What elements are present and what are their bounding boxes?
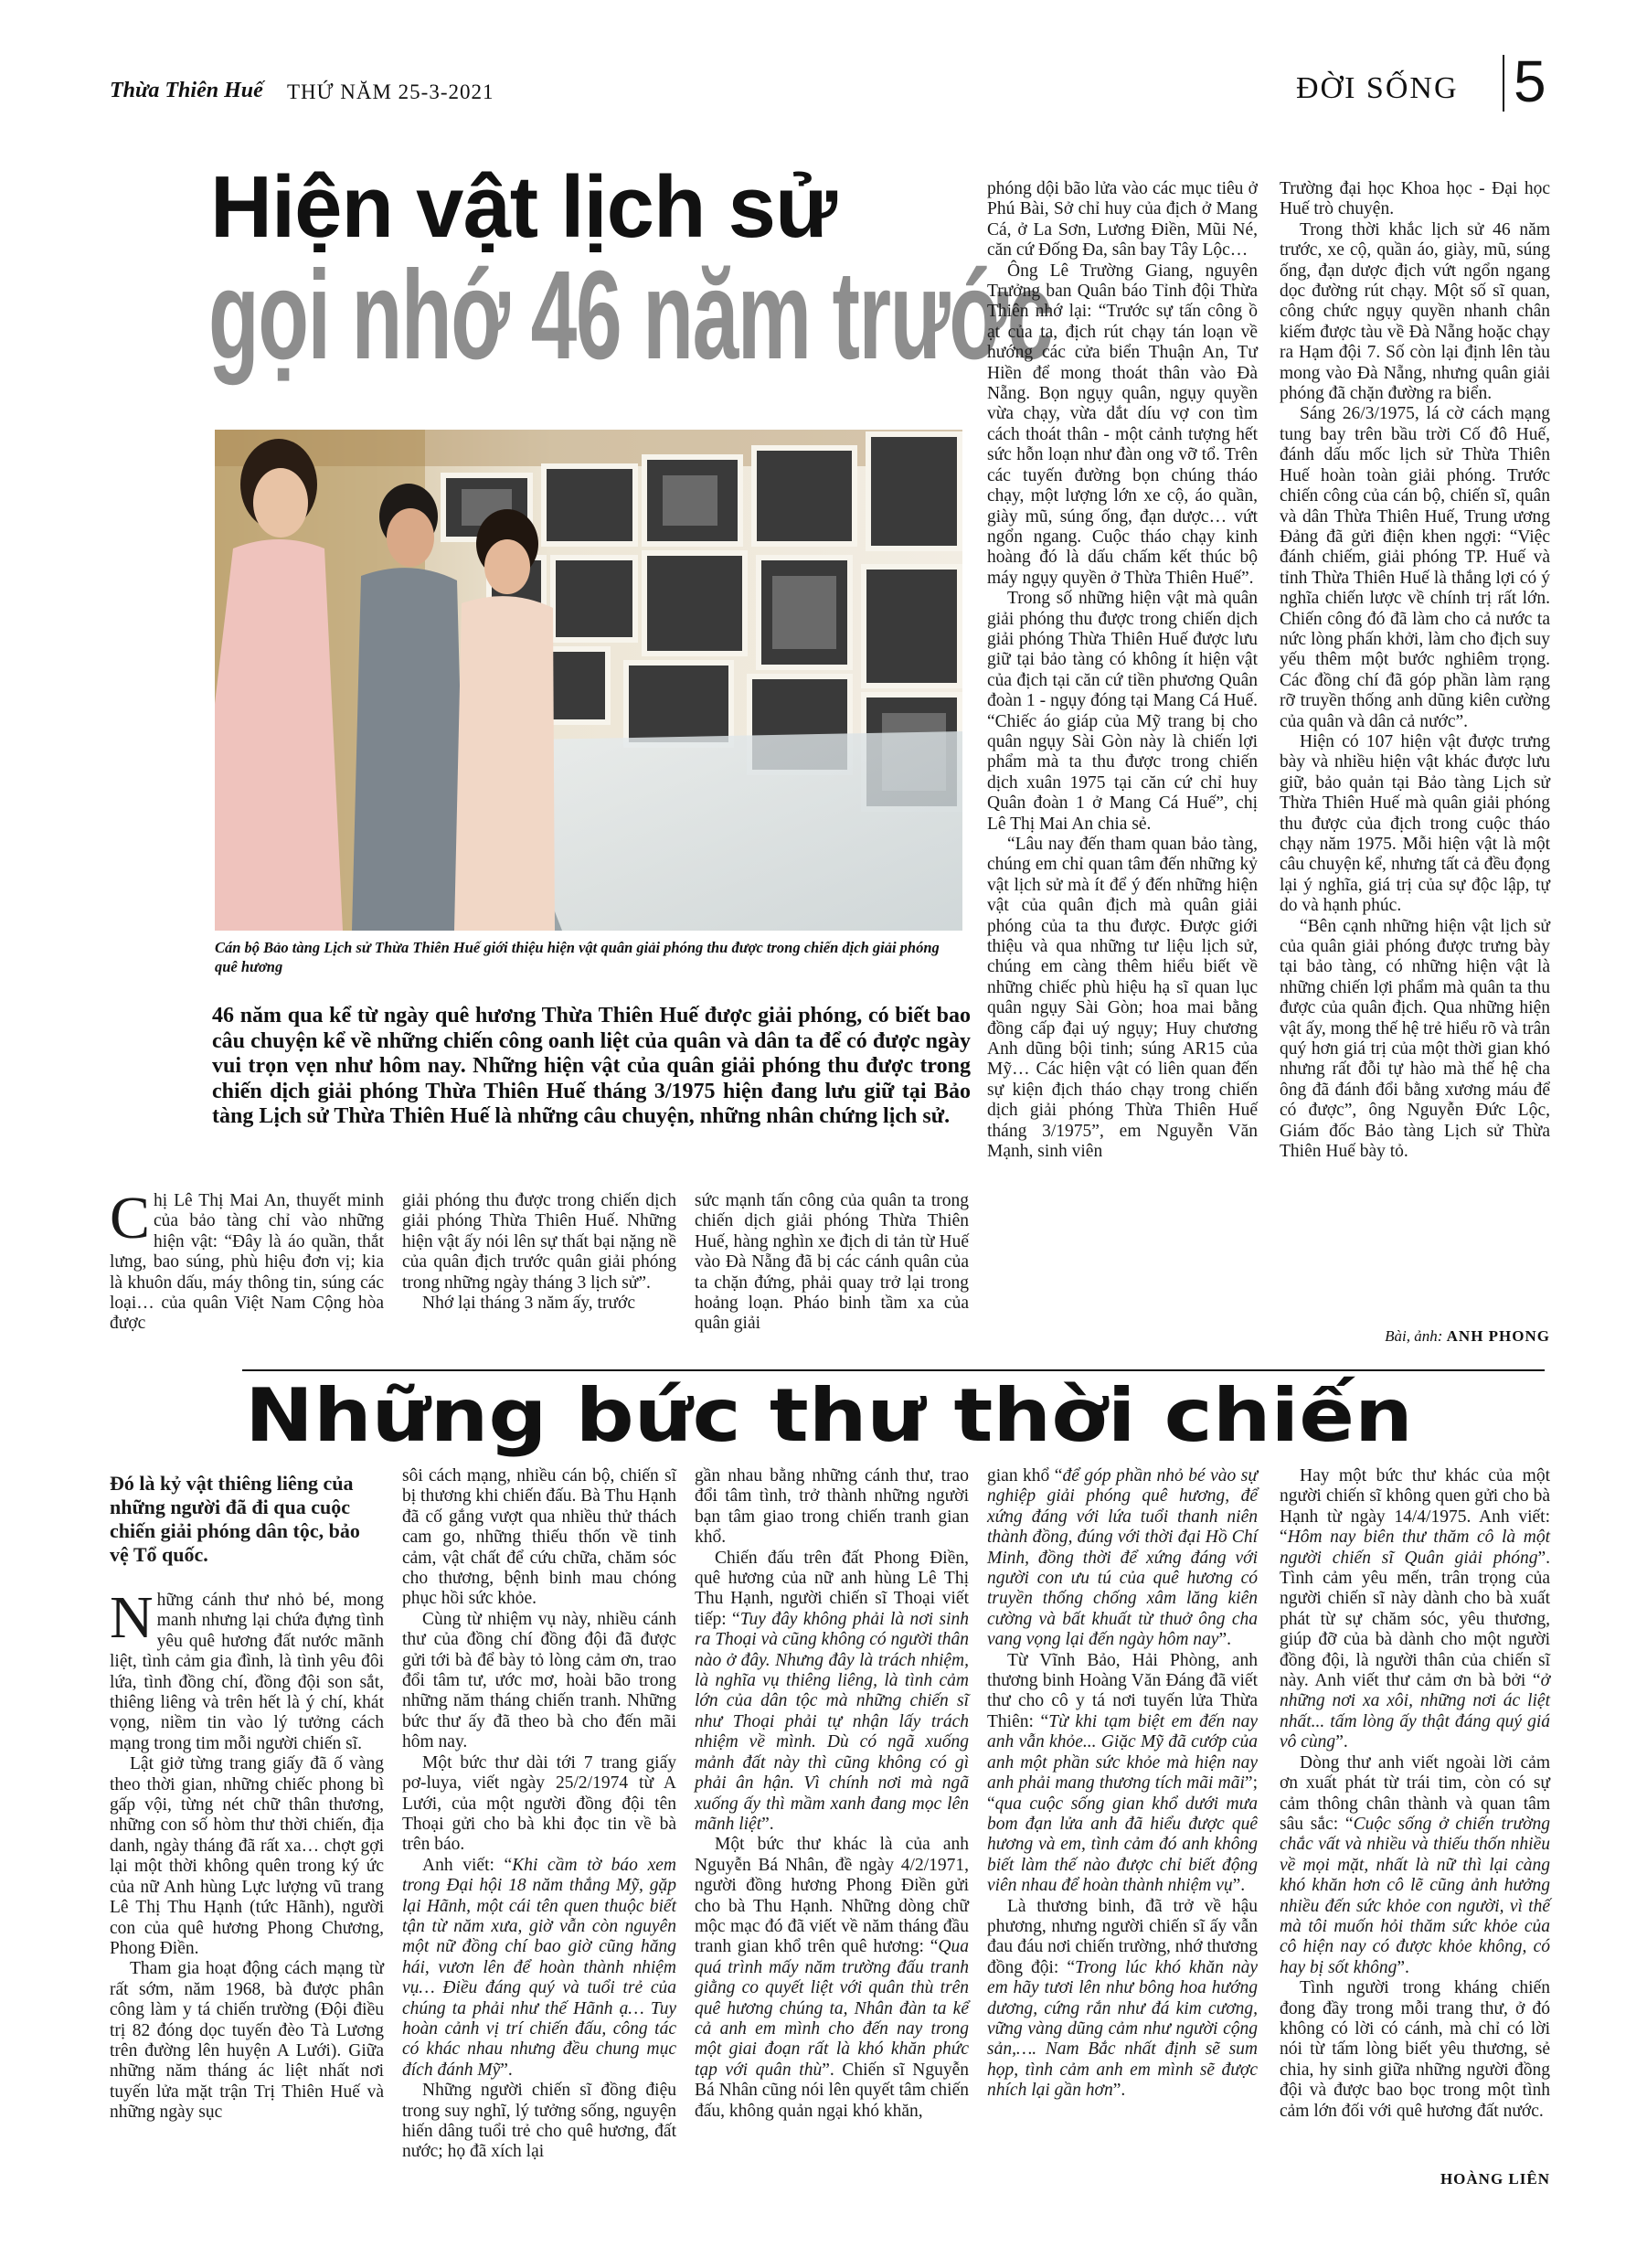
quote: Tuy đây không phải là nơi sinh ra Thoại và cũng không có người thân nào ở đây. Nhưng đây là trách nhiệm, là nghĩa vụ thiêng liêng, là tình cảm lớn của dân tộc mà những chiến sĩ như Thoại phải tự nhận lấy trách nhiệm về mình. Dù có ngã xuống mảnh đất này thì cũng không có gì phải ân hận. Vì chính nơi mà ngã xuống ấy thì mầm xanh đang mọc lên mãnh liệt (695, 1609, 969, 1834)
page-number: 5 (1514, 48, 1546, 114)
paragraph: sôi cách mạng, nhiều cán bộ, chiến sĩ bị thương khi chiến đấu. Bà Thu Hạnh đã cố gắng vượt qua nhiều thử thách cam go, những thiếu thốn về tinh cảm, vật chất để cứu chữa, chăm sóc cho thương, bệnh binh mau chóng phục hồi sức khỏe. (402, 1466, 676, 1609)
newspaper-name: Thừa Thiên Huế (110, 79, 263, 102)
article2-sapo: Đó là kỷ vật thiêng liêng của những người đã đi qua cuộc chiến giải phóng dân tộc, bảo vệ Tổ quốc. (110, 1472, 360, 1566)
quote: ở những nơi xa xôi, những nơi ác liệt nhất... tấm lòng ấy thật đáng quý giá vô cùng (1280, 1671, 1550, 1752)
byline-label: Bài, ảnh: (1385, 1327, 1443, 1345)
text: ”. Tình cảm yêu mến, trân trọng của người chiến sĩ này dành cho bà xuất phát từ sự chăm sóc, yêu thương, giúp đỡ của bà dành cho một người đồng đội, là người thân của chiến sĩ này. Anh viết thư cảm ơn bà bởi “ (1280, 1548, 1550, 1691)
article1-title-line2: gọi nhớ 46 năm trước (208, 245, 1053, 386)
article1-photo (215, 430, 962, 931)
text: Chiến đấu trên đất Phong Điền, quê hương của nữ anh hùng Lê Thị Thu Hạnh, người chiến sĩ Thoại viết tiếp: “ (695, 1548, 969, 1629)
paragraph: Tham gia hoạt động cách mạng từ rất sớm, năm 1968, bà được phân công làm y tá chiến trường (Đội điều trị 82 đóng dọc tuyến đèo Tà Lương trên đường lên huyện A Lưới). Giữa những năm tháng ác liệt nhất nơi tuyến lửa mặt trận Trị Thiên Huế và những ngày sục (110, 1959, 384, 2123)
paragraph: hững cánh thư nhỏ bé, mong manh nhưng lại chứa đựng tình yêu quê hương đất nước mãnh liệt, tình cảm gia đình, là tình yêu đôi lứa, tình đồng chí, đồng đội son sắt, thiêng liêng và trên hết là ý chí, khát vọng, niềm tin vào lý tưởng cách mạng trong tim mỗi người chiến sĩ. (110, 1591, 384, 1753)
paragraph: Cùng từ nhiệm vụ này, nhiều cánh thư của đồng chí đồng đội đã được gửi tới bà để bày tỏ lòng cảm ơn, trao đổi tâm tư, ước mơ, hoài bão trong những năm tháng chiến tranh. Những bức thư ấy đã theo bà cho đến mãi hôm nay. (402, 1609, 676, 1752)
text: ”. (1232, 1876, 1246, 1896)
article-divider (242, 1369, 1545, 1371)
text: ”. (1112, 2081, 1126, 2101)
text: ”. Chiến sĩ Nguyễn Bá Nhân cũng nói lên quyết tâm chiến đấu, không quản ngại khó khăn, (695, 2060, 969, 2121)
paragraph: Trường đại học Khoa học - Đại học Huế trò chuyện. (1280, 179, 1550, 219)
article1-column-1 (110, 1185, 384, 1335)
paragraph (987, 1897, 1258, 2102)
paragraph: Một bức thư dài tới 7 trang giấy pơ-luya, viết ngày 25/2/1974 từ A Lưới, của một người đồng đội tên Thoại gửi cho bà khi đọc tin về bà trên báo. (402, 1752, 676, 1855)
article2-column-4 (987, 1466, 1258, 2102)
quote: Khi cầm tờ báo xem trong Đại hội 18 năm thắng Mỹ, gặp lại Hãnh, một cái tên quen thuộc biết tận từ năm xưa, giờ vẫn còn nguyên một nữ đồng chí bao giờ cũng hăng hái, vươn lên để hoàn thành nhiệm vụ… Điều đáng quý và tuổi trẻ của chúng ta phải như thế Hãnh ạ… Tuy hoàn cảnh vị trí chiến đấu, công tác có khác nhau nhưng đều chung mục đích đánh Mỹ (402, 1855, 676, 2080)
article2-column-2 (402, 1466, 676, 2163)
text: Từ Vĩnh Bảo, Hải Phòng, anh thương binh Hoàng Văn Đáng đã viết thư cho cô y tá nơi tuyến lửa Thừa Thiên: “ (987, 1650, 1258, 1731)
paragraph (402, 1856, 676, 2081)
paragraph: Lật giở từng trang giấy đã ố vàng theo thời gian, những chiếc phong bì gấp vội, từng nét chữ thân thương, những con số hòm thư thời chiến, địa danh, ngày tháng đã rất xa… chợt gợi lại một thời không quên trong ký ức của nữ Anh hùng Lực lượng vũ trang Lê Thị Thu Hạnh (tức Hãnh), người con của quê hương Phong Chương, Phong Điền. (110, 1754, 384, 1958)
text: Là thương binh, đã trở về hậu phương, nhưng người chiến sĩ ấy vẫn đau đáu nơi chiến trường, nhớ thương đồng đội: “ (987, 1896, 1258, 1977)
article2-byline (1280, 2170, 1550, 2188)
paragraph: “Lâu nay đến tham quan bảo tàng, chúng em chỉ quan tâm đến những kỷ vật lịch sử mà ít để ý đến những hiện vật của quân địch mà quân giải phóng của ta thu được. Được giới thiệu và qua những tư liệu lịch sử, chúng em càng thêm hiểu biết về những chiếc phù hiệu hạ sĩ quan lục quân ngụy Sài Gòn; hoa mai bằng đồng cấp đại uý ngụy; Huy chương Anh dũng bội tinh; súng AR15 của Mỹ… Các hiện vật có liên quan đến sự kiện địch tháo chạy trong chiến dịch giải phóng Thừa Thiên Huế tháng 3/1975”, em Nguyễn Văn Mạnh, sinh viên (987, 835, 1258, 1162)
drop-cap: C (110, 1185, 151, 1251)
paragraph: Những người chiến sĩ đồng điệu trong suy nghĩ, lý tưởng sống, nguyện hiến dâng tuổi trẻ cho quê hương, đất nước; họ đã xích lại (402, 2081, 676, 2162)
paragraph: Hiện có 107 hiện vật được trưng bày và nhiều hiện vật khác được lưu giữ, bảo quản tại Bảo tàng Lịch sử Thừa Thiên Huế mà quân giải phóng thu được của địch trong cuộc tháo chạy năm 1975. Mỗi hiện vật là một câu chuyện kể, nhưng tất cả đều đọng lại ý nghĩa, giá trị của sự độc lập, tự do và hạnh phúc. (1280, 731, 1550, 916)
article2-column-1 (110, 1472, 384, 2124)
quote: Qua quá trình mấy năm trường đấu tranh giằng co quyết liệt với quân thù trên quê hương chúng ta, Nhân đàn ta kể cả anh em mình cho đến nay trong một giai đoạn rất là khó khăn phức tạp với quân thù (695, 1937, 969, 2080)
paragraph (987, 1651, 1258, 1897)
text: Hay một bức thư khác của một người chiến sĩ không quen gửi cho bà Hạnh từ ngày 14/4/1975. Anh viết: “ (1280, 1466, 1550, 1548)
text: ”. (761, 1814, 774, 1834)
paragraph (695, 1835, 969, 2122)
paragraph: hị Lê Thị Mai An, thuyết minh của bảo tàng chỉ vào những hiện vật: “Đây là áo quần, thắt lưng, bao súng, phù hiệu đơn vị; kia là khuôn dấu, máy thông tin, súng các loại… của quân Việt Nam Cộng hòa được (110, 1191, 384, 1334)
section-name: ĐỜI SỐNG (1296, 71, 1459, 105)
article1-column-3 (695, 1191, 969, 1335)
article2-column-5 (1280, 1466, 1550, 2122)
drop-cap: N (110, 1584, 154, 1651)
museum-exhibit-photo (215, 430, 962, 931)
paragraph: Tình người trong kháng chiến đong đầy trong mỗi trang thư, ở đó không có lời có cánh, mà chỉ có lời nói từ tấm lòng biết yêu thương, sẻ chia, hy sinh giữa những người đồng đội và được bao bọc trong một tình cảm lớn đối với quê hương đất nước. (1280, 1978, 1550, 2121)
paragraph: sức mạnh tấn công của quân ta trong chiến dịch giải phóng Thừa Thiên Huế, hàng nghìn xe địch di tản từ Huế vào Đà Nẵng đã bị các cánh quân của ta chặn đứng, phải quay trở lại trong hoảng loạn. Pháo binh tầm xa của quân giải (695, 1191, 969, 1334)
article1-byline (1280, 1327, 1550, 1346)
paragraph: Trong số những hiện vật mà quân giải phóng thu được trong chiến dịch giải phóng Thừa Thiên Huế được lưu giữ tại bảo tàng có không ít hiện vật của địch tại căn cứ tiền phương Quân đoàn 1 - ngụy đóng tại Mang Cá Huế. “Chiếc áo giáp của Mỹ trang bị cho quân ngụy Sài Gòn này là chiến lợi phẩm mà ta thu được trong chiến dịch xuân 1975 tại căn cứ chỉ huy Quân đoàn 1 ở Mang Cá Huế”, chị Lê Thị Mai An chia sẻ. (987, 589, 1258, 834)
header-divider (1503, 55, 1504, 112)
paragraph: “Bên cạnh những hiện vật lịch sử của quân giải phóng được trưng bày tại bảo tàng, có những hiện vật là những chiến lợi phẩm mà quân ta thu được của quân địch. Qua những hiện vật ấy, mong thế hệ trẻ hiểu rõ và trân quý hơn giá trị của một thời gian khó nhưng rất đỗi tự hào mà thế hệ cha ông đã đánh đổi bằng xương máu để có được”, ông Nguyễn Đức Lộc, Giám đốc Bảo tàng Lịch sử Thừa Thiên Huế bày tỏ. (1280, 916, 1550, 1162)
paragraph (1280, 1466, 1550, 1753)
article1-column-4 (987, 179, 1258, 1163)
article2-column-3 (695, 1466, 969, 2122)
quote: Cuộc sống ở chiến trường chắc vất và nhiều và thiếu thốn nhiều về mọi mặt, nhất là nữ thì lại càng khó khăn hơn cô lẽ cũng ảnh hưởng nhiều đến sức khỏe con người, vì thế mà tôi muốn hỏi thăm sức khỏe của cô hiện nay có được khỏe không, có hay bị sốt không (1280, 1814, 1551, 1977)
quote: để góp phần nhỏ bé vào sự nghiệp giải phóng quê hương, để xứng đáng với lứa tuổi thanh niên thành đồng, đúng với thời đại Hồ Chí Minh, đồng thời để xứng đáng với người con ưu tú của quê hương có truyền thống chống xâm lăng kiên cường và bất khuất từ thuở ông cha vang vọng lại đến ngày hôm nay (987, 1466, 1258, 1650)
text: ”. (500, 2060, 513, 2080)
paragraph: gần nhau bằng những cánh thư, trao đổi tâm tình, trở thành những người bạn tâm giao trong chiến tranh gian khổ. (695, 1466, 969, 1548)
paragraph: Ông Lê Trường Giang, nguyên Trưởng ban Quân báo Tỉnh đội Thừa Thiên nhớ lại: “Trước sự tấn công ồ ạt của ta, địch rút chạy tán loạn về hướng các cửa biển Thuận An, Tư Hiền để mong thoát thân vào Đà Nẵng. Bọn ngụy quân, ngụy quyền vừa chạy, vừa dắt díu vợ con tìm cách thoát thân - một cảnh tượng hết sức hỗn loạn như đàn ong vỡ tổ. Trên các tuyến đường bọn chúng tháo chạy, một lượng lớn xe cộ, áo quần, giày mũ, súng ống, đạn dược… vứt ngổn ngang. Cuộc tháo chạy kinh hoàng đó là dấu chấm kết thúc bộ máy ngụy quyền ở Thừa Thiên Huế”. (987, 261, 1258, 588)
quote: Hôm nay biên thư thăm cô là một người chiến sĩ Quân giải phóng (1280, 1528, 1550, 1568)
photo-caption: Cán bộ Bảo tàng Lịch sử Thừa Thiên Huế giới thiệu hiện vật quân giải phóng thu được trong chiến dịch giải phóng quê hương (215, 939, 940, 975)
byline-author: HOÀNG LIÊN (1440, 2170, 1550, 2188)
article1-column-2 (402, 1191, 676, 1314)
text: ”. (1397, 1957, 1409, 1977)
quote: Trong lúc khó khăn này em hãy tươi lên như bông hoa hướng dương, cứng rắn như đá kim cương, vững vàng dũng cảm như người cộng sản,…. Nam Bắc nhất định sẽ sum họp, tình cảm anh em mình sẽ được nhích lại gần hơn (987, 1957, 1259, 2101)
paragraph: phóng dội bão lửa vào các mục tiêu ở Phú Bài, Sở chỉ huy của địch ở Mang Cá, ở La Sơn, Lương Điền, Mũi Né, căn cứ Đống Đa, sân bay Tây Lộc… (987, 179, 1258, 261)
text: Dòng thư anh viết ngoài lời cảm ơn xuất phát từ trái tim, còn có sự cảm thông chân thành và quan tâm sâu sắc: “ (1280, 1752, 1550, 1834)
article1-lead: 46 năm qua kể từ ngày quê hương Thừa Thiên Huế được giải phóng, có biết bao câu chuyện kể về những chiến công oanh liệt của quân và dân ta để có được ngày vui trọn vẹn như hôm nay. Những hiện vật của quân giải phóng thu được trong chiến dịch giải phóng Thừa Thiên Huế tháng 3/1975 hiện đang lưu giữ tại Bảo tàng Lịch sử Thừa Thiên Huế là những câu chuyện, những nhân chứng lịch sử. (212, 1004, 971, 1128)
text: gian khổ “ (987, 1466, 1063, 1485)
quote: Từ khi tạm biệt em đến nay anh vẫn khỏe... Giặc Mỹ đã cướp của anh một phần sức khỏe mà hiện nay anh phải mang thương tích mãi mãi (987, 1711, 1258, 1794)
text: ”. (1218, 1630, 1231, 1650)
paragraph (695, 1549, 969, 1836)
text: Một bức thư khác là của anh Nguyễn Bá Nhân, đề ngày 4/2/1971, người đồng hương Phong Điền gửi cho bà Thu Hạnh. Những dòng chữ mộc mạc đó đã viết về năm tháng đầu tranh gian khổ trên quê hương: “ (695, 1835, 969, 1957)
paragraph: Sáng 26/3/1975, lá cờ cách mạng tung bay trên bầu trời Cố đô Huế, đánh dấu mốc lịch sử Thừa Thiên Huế hoàn toàn giải phóng. Trước chiến công của cán bộ, chiến sĩ, quân và dân Thừa Thiên Huế, Trung ương Đảng đã gửi điện khen ngợi: “Việc đánh chiếm, giải phóng TP. Huế và tỉnh Thừa Thiên Huế là thắng lợi có ý nghĩa chiến lược về chính trị rất lớn. Chiến công đó đã làm cho cả nước ta nức lòng phấn khởi, làm cho địch suy yếu thêm một bước nghiêm trọng. Các đồng chí đã góp phần làm rạng rỡ truyền thống anh dũng kiên cường của quân và dân cả nước”. (1280, 404, 1550, 731)
paragraph: giải phóng thu được trong chiến dịch giải phóng Thừa Thiên Huế. Những hiện vật ấy nói lên sự thất bại nặng nề của quân địch trước quân giải phóng trong những ngày tháng 3 lịch sử”. (402, 1191, 676, 1293)
paragraph: Nhớ lại tháng 3 năm ấy, trước (422, 1294, 635, 1314)
paragraph (1280, 1753, 1550, 1978)
article1-title-line1: Hiện vật lịch sử (210, 158, 837, 256)
article1-column-5 (1280, 179, 1550, 1163)
issue-date: THỨ NĂM 25-3-2021 (287, 80, 494, 103)
byline-author: ANH PHONG (1446, 1327, 1550, 1345)
article2-title: Những bức thư thời chiến (245, 1373, 1413, 1458)
paragraph (987, 1466, 1258, 1651)
paragraph: Trong thời khắc lịch sử 46 năm trước, xe cộ, quần áo, giày, mũ, súng ống, đạn dược địch vứt ngổn ngang dọc đường rút chạy. Một số sĩ quan, công chức ngụy quyền nhanh chân kiếm được tàu về Đà Nẵng hoặc chạy ra Hạm đội 7. Số còn lại định lên tàu mong vào Đà Nẵng, nhưng quân giải phóng đã chặn đường ra biển. (1280, 219, 1550, 404)
text: Anh viết: “ (422, 1855, 513, 1875)
text: ”; “ (987, 1773, 1258, 1814)
text: ”. (1335, 1732, 1348, 1752)
quote: qua cuộc sống gian khổ dưới mưa bom đạn lửa anh đã hiểu được quê hương và em, tình cảm đó anh không biết làm thế nào được chỉ biết động viên nhau để hoàn thành nhiệm vụ (987, 1794, 1258, 1896)
